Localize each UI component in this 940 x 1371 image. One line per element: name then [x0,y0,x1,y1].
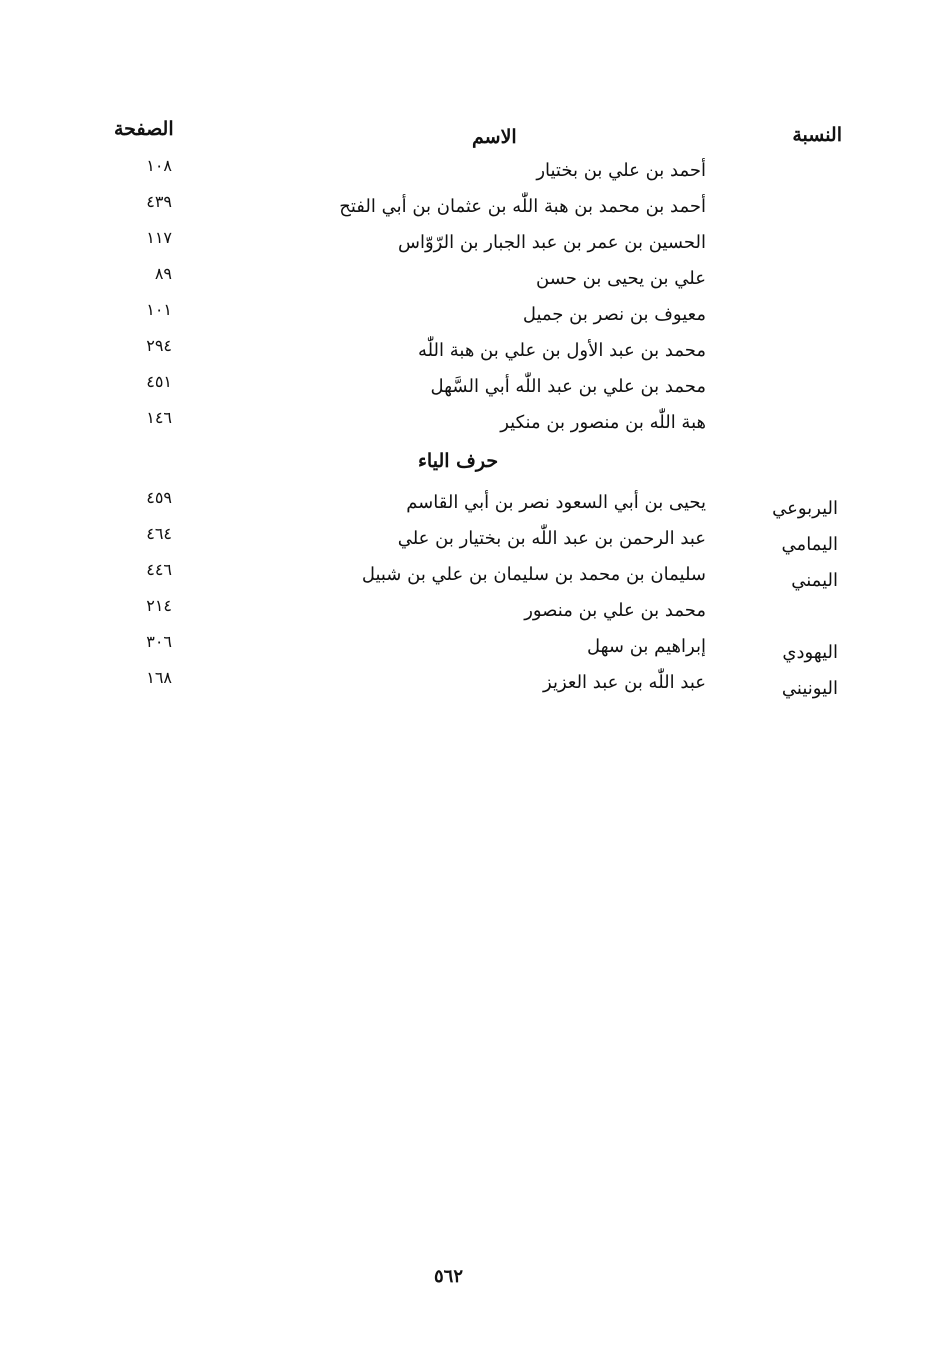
index-table [0,156,940,704]
page-cell: ١٠١ [146,300,172,319]
nisba-cell: اليونيني [781,678,838,699]
page-cell: ١٦٨ [146,668,172,687]
name-cell: أحمد بن علي بن بختيار [536,160,706,181]
name-cell: عبد اللّٰه بن عبد العزيز [543,672,706,693]
name-cell: الحسين بن عمر بن عبد الجبار بن الرّوّاس [398,232,706,253]
name-cell: محمد بن عبد الأول بن علي بن هبة اللّٰه [417,340,706,361]
header-page: الصفحة [114,118,174,140]
name-cell: إبراهيم بن سهل [586,636,706,657]
page-cell: ٤٤٦ [146,560,172,579]
name-cell: عبد الرحمن بن عبد اللّٰه بن بختيار بن علي [397,528,706,549]
nisba-cell: اليربوعي [772,498,838,519]
header-name: الاسم [472,126,517,148]
table-row [0,632,940,668]
name-cell: علي بن يحيى بن حسن [536,268,706,289]
name-cell: محمد بن علي بن عبد اللّٰه أبي السَّهل [430,376,706,397]
table-row [0,192,940,228]
table-row [0,668,940,704]
page-cell: ٣٠٦ [146,632,172,651]
name-cell: محمد بن علي بن منصور [524,600,706,621]
table-row [0,372,940,408]
name-cell: سليمان بن محمد بن سليمان بن علي بن شبيل [361,564,706,585]
page-number: ٥٦٢ [434,1266,464,1287]
table-row [0,336,940,372]
page-cell: ٤٥٩ [146,488,172,507]
name-cell: أحمد بن محمد بن هبة اللّٰه بن عثمان بن أبي الفتح [339,196,706,217]
page-cell: ٤٥١ [146,372,172,391]
name-cell: معيوف بن نصر بن جميل [522,304,706,325]
header-nisba: النسبة [792,124,842,146]
nisba-cell: اليمامي [781,534,838,555]
page-cell: ١١٧ [146,228,172,247]
nisba-cell: اليمني [791,570,838,591]
table-row [0,596,940,632]
section-heading-row [0,444,940,488]
table-row [0,488,940,524]
name-cell: يحيى بن أبي السعود نصر بن أبي القاسم [406,492,706,513]
table-row [0,560,940,596]
page-cell: ٢٩٤ [146,336,172,355]
nisba-cell: اليهودي [782,642,838,663]
table-row [0,228,940,264]
page-cell: ٤٣٩ [146,192,172,211]
page-cell: ٤٦٤ [146,524,172,543]
page-cell: ١٠٨ [146,156,172,175]
page-cell: ٨٩ [154,264,172,283]
table-row [0,524,940,560]
table-row [0,408,940,444]
section-title: حرف الياء [418,450,499,472]
page-cell: ٢١٤ [146,596,172,615]
page-cell: ١٤٦ [146,408,172,427]
table-row [0,156,940,192]
table-row [0,264,940,300]
table-row [0,300,940,336]
name-cell: هبة اللّٰه بن منصور بن منكير [500,412,706,433]
